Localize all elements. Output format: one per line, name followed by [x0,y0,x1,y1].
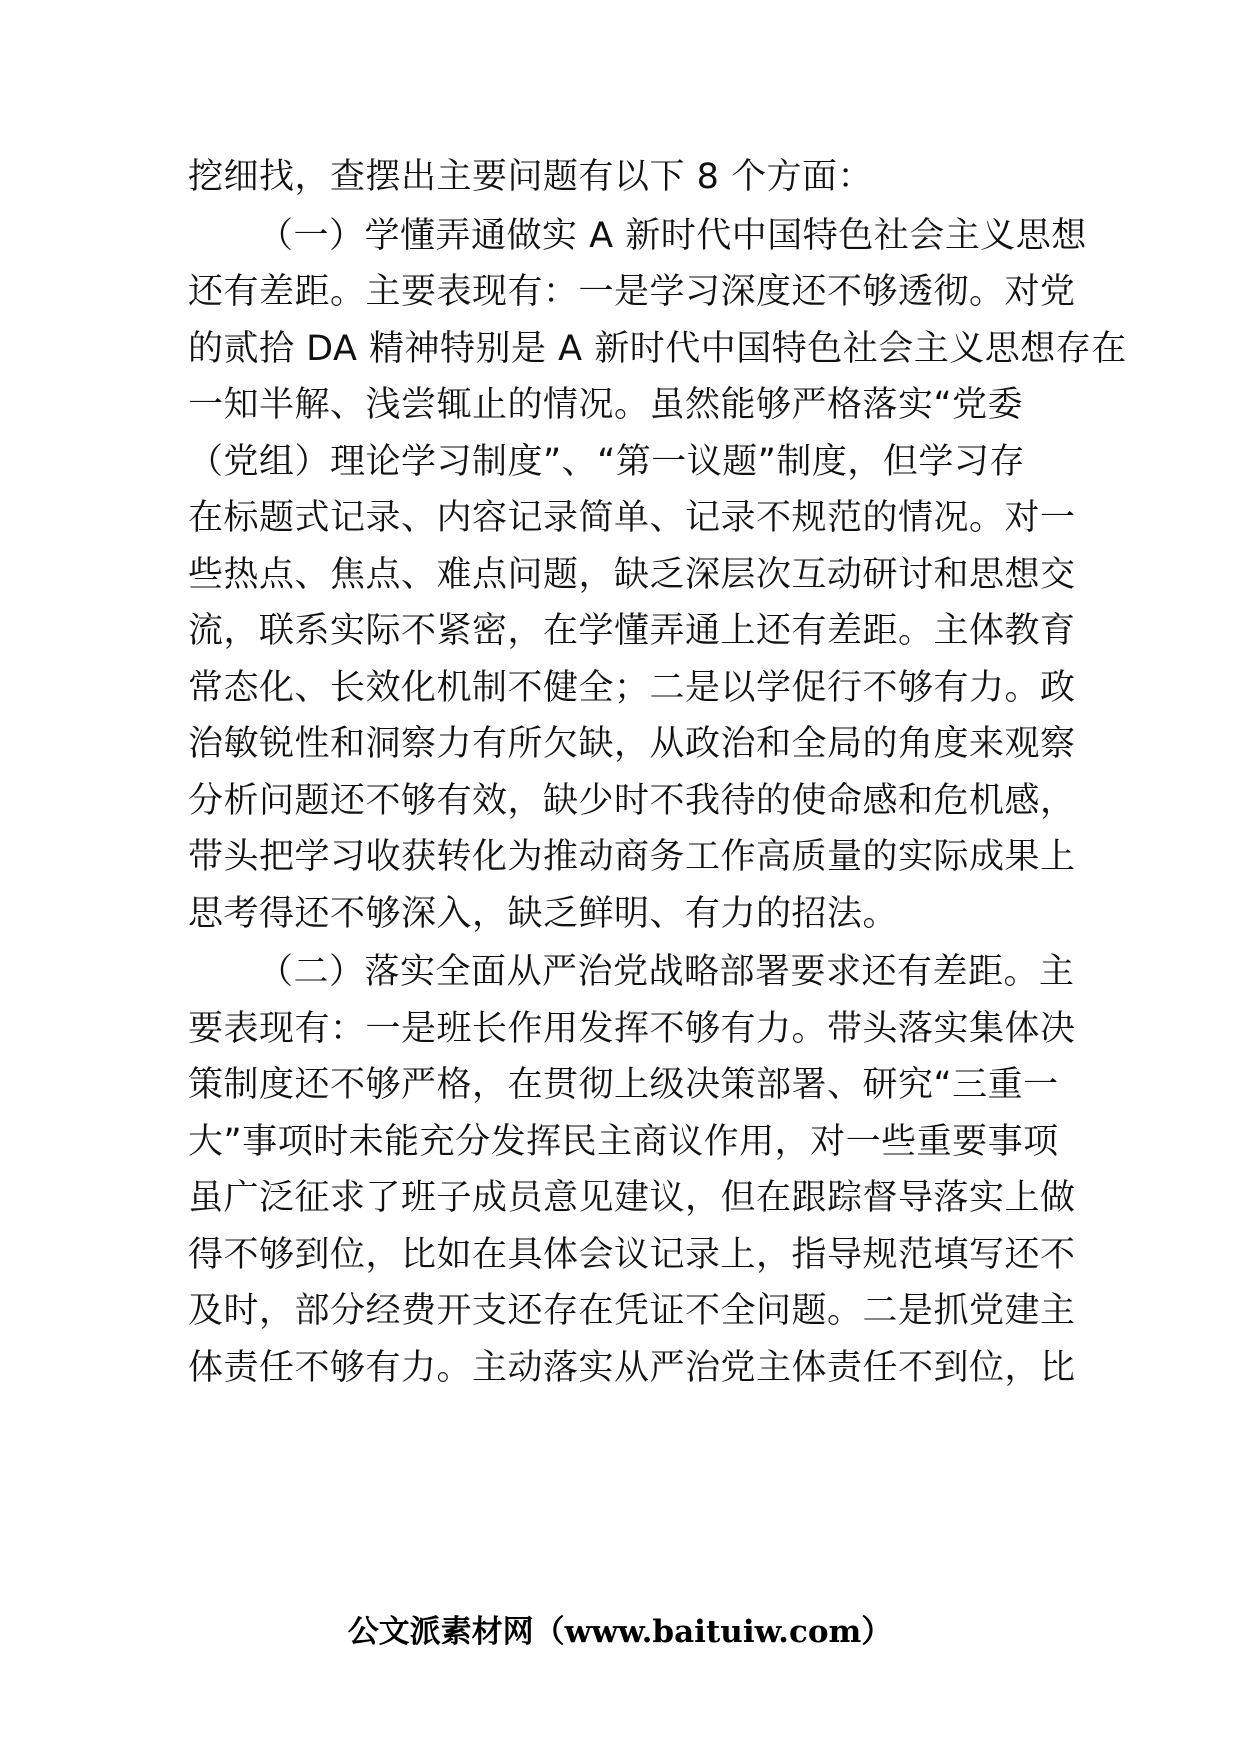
text-line: 治敏锐性和洞察力有所欠缺，从政治和全局的角度来观察 [188,724,1076,764]
text-line: 大”事项时未能充分发挥民主商议作用，对一些重要事项 [188,1122,1059,1162]
text-line: 及时，部分经费开支还存在凭证不全问题。二是抓党建主 [188,1291,1076,1331]
text-line: 挖细找，查摆出主要问题有以下 8 个方面： [188,157,874,197]
text-line: 体责任不够有力。主动落实从严治党主体责任不到位，比 [188,1348,1076,1388]
text-line: 要表现有：一是班长作用发挥不够有力。带头落实集体决 [188,1009,1076,1049]
text-line: 一知半解、浅尝辄止的情况。虽然能够严格落实“党委 [188,385,1024,425]
text-line: 虽广泛征求了班子成员意见建议，但在跟踪督导落实上做 [188,1178,1076,1218]
text-line: 思考得还不够深入，缺乏鲜明、有力的招法。 [188,894,899,934]
text-line: 流，联系实际不紧密，在学懂弄通上还有差距。主体教育 [188,611,1076,651]
text-line: 策制度还不够严格，在贯彻上级决策部署、研究“三重一 [188,1065,1059,1105]
text-line: 得不够到位，比如在具体会议记录上，指导规范填写还不 [188,1235,1076,1275]
text-line: 带头把学习收获转化为推动商务工作高质量的实际成果上 [188,837,1076,877]
text-line: 常态化、长效化机制不健全；二是以学促行不够有力。政 [188,668,1076,708]
text-line: 些热点、焦点、难点问题，缺乏深层次互动研讨和思想交 [188,555,1076,595]
text-line: 在标题式记录、内容记录简单、记录不规范的情况。对一 [188,498,1076,538]
text-line: 还有差距。主要表现有：一是学习深度还不够透彻。对党 [188,272,1076,312]
text-line: （一）学懂弄通做实 A 新时代中国特色社会主义思想 [258,216,1087,256]
text-line: （党组）理论学习制度”、“第一议题”制度，但学习存 [188,442,1025,482]
footer-website: 公文派素材网（www.baituiw.com） [347,1614,893,1650]
text-line: 的贰拾 DA 精神特别是 A 新时代中国特色社会主义思想存在 [188,329,1127,369]
text-line: （二）落实全面从严治党战略部署要求还有差距。主 [258,952,1075,992]
text-line: 分析问题还不够有效，缺少时不我待的使命感和危机感， [188,781,1076,821]
